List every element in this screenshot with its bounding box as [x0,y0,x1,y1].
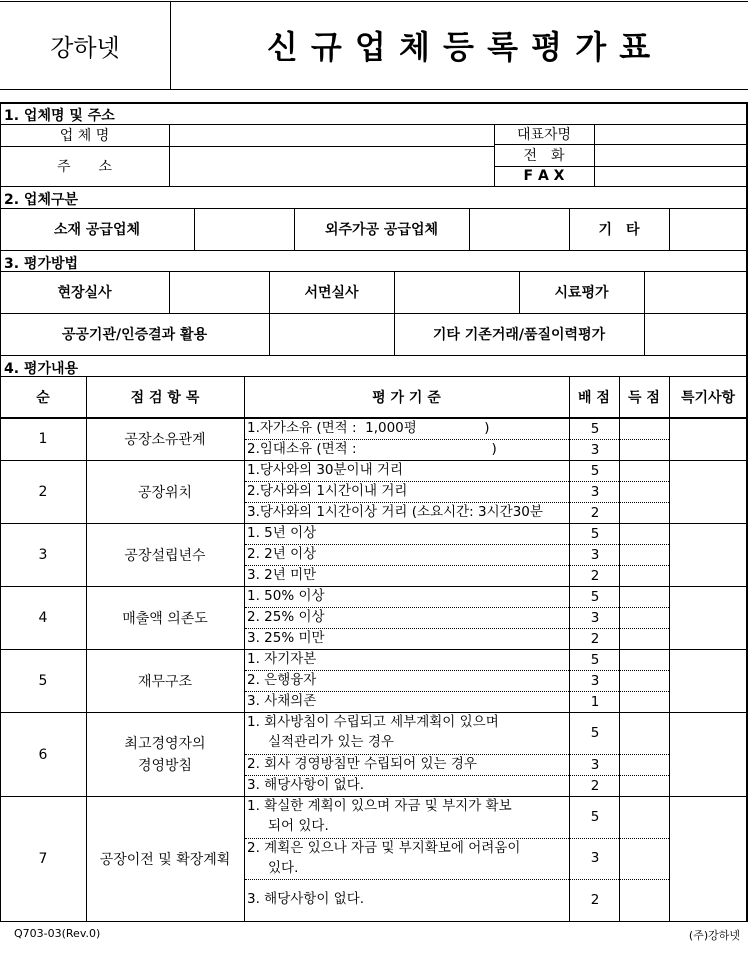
item-7-points-3: 2 [590,892,600,908]
item-2-no: 2 [38,484,48,500]
item-3-no: 3 [38,547,48,563]
material-supplier-check[interactable] [195,209,294,250]
item-1-points-2: 3 [590,442,600,458]
item-1-criterion-2: 2.임대소유 (면적 : ) [247,441,497,457]
item-7-criterion-1-line1: 1. 확실한 계획이 있으며 자금 및 부지가 확보 [247,798,512,814]
item-2-points-1: 5 [590,463,600,479]
item-3-criterion-3: 3. 2년 미만 [247,567,317,583]
sample-evaluation-label: 시료평가 [554,285,609,301]
footer-company: (주)강하넷 [688,929,740,942]
company-name-value[interactable] [170,125,494,146]
item-6-points-2: 3 [590,757,600,773]
outsourcing-supplier-label: 외주가공 공급업체 [324,222,439,238]
item-1-points-1: 5 [590,421,600,437]
company-name-label: 업 체 명 [59,128,110,144]
public-cert-label: 공공기관/인증결과 활용 [61,327,208,343]
item-5-criterion-2: 2. 은행융자 [247,672,317,688]
existing-trade-label: 기타 기존거래/품질이력평가 [432,327,606,343]
item-7-criterion-3: 3. 해당사항이 없다. [247,891,365,907]
header-company-name: 강하넷 [50,33,120,62]
site-inspection-check[interactable] [170,272,269,313]
item-7-criterion-2-line1: 2. 계획은 있으나 자금 및 부지확보에 어려움이 [247,840,521,856]
col-header-item: 점 검 항 목 [130,390,200,406]
item-6-criterion-3: 3. 해당사항이 없다. [247,777,365,793]
section2-heading: 2. 업체구분 [4,192,79,208]
item-2-points-3: 2 [590,505,600,521]
item-6-criterion-1-line2: 실적관리가 있는 경우 [268,734,394,750]
item-2-criterion-3: 3.당사와의 1시간이상 거리 (소요시간: 3시간30분 [247,504,543,520]
item-7-criterion-1-line2: 되어 있다. [268,818,329,834]
section4-heading: 4. 평가내용 [4,361,79,377]
item-2-criterion-2: 2.당사와의 1시간이내 거리 [247,483,408,499]
ceo-name-label: 대표자명 [516,127,572,143]
item-6-points-1: 5 [590,725,600,741]
item-7-no: 7 [38,851,48,867]
item-5-points-1: 5 [590,652,600,668]
doc-code: Q703-03(Rev.0) [14,927,101,940]
item-7-points-2: 3 [590,850,600,866]
item-3-criterion-2: 2. 2년 이상 [247,546,317,562]
item-6-name-line2: 경영방침 [137,757,193,774]
item-7-name: 공장이전 및 확장계획 [99,852,231,868]
phone-value[interactable] [595,145,746,166]
col-header-score: 득 점 [628,390,660,406]
item-4-criterion-2: 2. 25% 이상 [247,609,325,625]
item-3-points-1: 5 [590,526,600,542]
address-label: 주 소 [56,159,113,175]
item-3-name: 공장설립년수 [124,548,206,564]
address-value[interactable] [170,147,494,186]
col-header-criteria: 평 가 기 준 [372,390,441,406]
material-supplier-label: 소재 공급업체 [53,222,141,238]
item-4-points-3: 2 [590,631,600,647]
site-inspection-label: 현장실사 [57,285,112,301]
item-4-no: 4 [38,610,48,626]
item-5-points-2: 3 [590,673,600,689]
other-type-label: 기 타 [598,222,640,238]
phone-label: 전 화 [523,148,565,164]
sample-evaluation-check[interactable] [645,272,746,313]
item-1-criterion-1: 1.자가소유 (면적 : 1,000평 ) [247,420,490,436]
item-5-criterion-3: 3. 사채의존 [247,693,317,709]
item-7-criterion-2-line2: 있다. [268,860,299,876]
item-2-name: 공장위치 [137,485,193,501]
page-title: 신 규 업 체 등 록 평 가 표 [266,28,652,66]
existing-trade-check[interactable] [645,314,746,355]
item-6-name [86,713,244,796]
fax-value[interactable] [595,167,746,186]
item-7-points-1: 5 [590,809,600,825]
section1-heading: 1. 업체명 및 주소 [4,108,115,124]
col-header-remarks: 특기사항 [680,390,736,406]
col-header-points: 배 점 [578,390,610,406]
item-6-name-line1: 최고경영자의 [124,735,206,752]
item-1-name: 공장소유관계 [124,432,206,448]
item-3-points-2: 3 [590,547,600,563]
item-5-no: 5 [38,673,48,689]
item-2-points-2: 3 [590,484,600,500]
item-4-name: 매출액 의존도 [122,611,208,627]
outsourcing-supplier-check[interactable] [470,209,569,250]
section3-heading: 3. 평가방법 [4,256,79,272]
document-inspection-label: 서면실사 [304,285,359,301]
item-4-points-2: 3 [590,610,600,626]
item-4-criterion-3: 3. 25% 미만 [247,630,325,646]
fax-label: F A X [523,168,565,184]
item-2-criterion-1: 1.당사와의 30분이내 거리 [247,462,404,478]
document-inspection-check[interactable] [395,272,519,313]
item-6-no: 6 [38,746,48,763]
item-3-points-3: 2 [590,568,600,584]
item-5-points-3: 1 [590,694,600,710]
remarks-column[interactable] [670,418,746,921]
item-6-points-3: 2 [590,778,600,794]
item-5-criterion-1: 1. 자기자본 [247,651,317,667]
other-type-check[interactable] [670,209,746,250]
item-3-criterion-1: 1. 5년 이상 [247,525,317,541]
score-column[interactable] [620,418,669,921]
item-4-points-1: 5 [590,589,600,605]
item-6-criterion-2: 2. 회사 경영방침만 수립되어 있는 경우 [247,756,477,772]
item-5-name: 재무구조 [137,674,193,690]
col-header-no: 순 [36,390,50,406]
public-cert-check[interactable] [270,314,394,355]
item-4-criterion-1: 1. 50% 이상 [247,588,325,604]
item-6-criterion-1-line1: 1. 회사방침이 수립되고 세부계획이 있으며 [247,714,499,730]
ceo-name-value[interactable] [595,125,746,144]
item-1-no: 1 [38,431,48,447]
